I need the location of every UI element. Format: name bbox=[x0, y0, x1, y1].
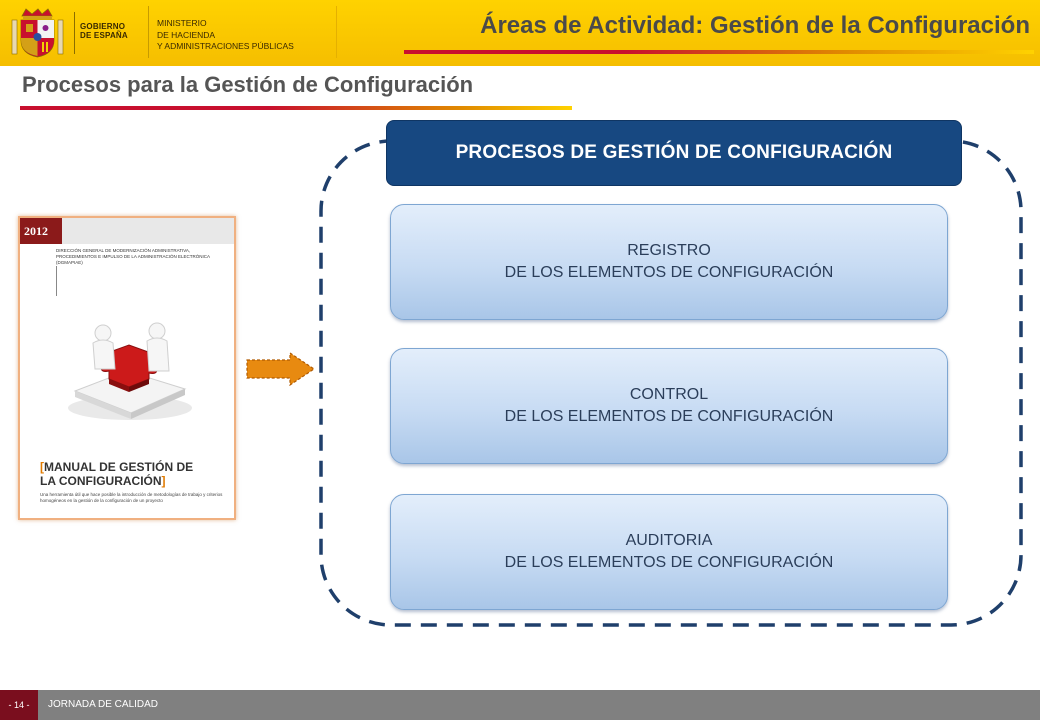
process-box-control bbox=[390, 348, 948, 464]
manual-subtitle: DIRECCIÓN GENERAL DE MODERNIZACIÓN ADMINISTRATIVA, PROCEDIMIENTOS E IMPULSO DE LA ADMINISTRACIÓN ELECTRÓNICA (DGMAPIAE) bbox=[56, 248, 210, 265]
section-title: Procesos para la Gestión de Configuración bbox=[22, 72, 474, 97]
section-underline bbox=[20, 106, 572, 110]
gobierno-label: GOBIERNO DE ESPAÑA bbox=[80, 22, 128, 40]
ministry-label: MINISTERIO DE HACIENDA Y ADMINISTRACIONES PÚBLICAS bbox=[157, 18, 294, 51]
page-number: - 14 - bbox=[0, 690, 38, 720]
arrow-right-icon bbox=[246, 352, 316, 386]
header-bar bbox=[0, 0, 1040, 66]
manual-band-logo bbox=[62, 218, 236, 244]
title-underline bbox=[404, 50, 1034, 54]
manual-divider bbox=[56, 266, 57, 296]
process-subtitle: DE LOS ELEMENTOS DE CONFIGURACIÓN bbox=[504, 554, 834, 571]
manual-year: 2012 bbox=[20, 218, 62, 244]
process-title: AUDITORIA bbox=[625, 532, 713, 549]
process-box-auditoria bbox=[390, 494, 948, 610]
process-title: REGISTRO bbox=[627, 242, 711, 259]
manual-title: [MANUAL DE GESTIÓN DE LA CONFIGURACIÓN] bbox=[40, 460, 194, 488]
puzzle-icon bbox=[65, 313, 195, 423]
manual-cover-image bbox=[18, 216, 236, 520]
process-subtitle: DE LOS ELEMENTOS DE CONFIGURACIÓN bbox=[504, 408, 834, 425]
process-box-registro bbox=[390, 204, 948, 320]
page-title: Áreas de Actividad: Gestión de la Configuración bbox=[480, 12, 1030, 39]
header-divider bbox=[148, 6, 149, 58]
footer-label: JORNADA DE CALIDAD bbox=[48, 699, 159, 710]
process-header: PROCESOS DE GESTIÓN DE CONFIGURACIÓN bbox=[386, 120, 962, 186]
manual-band bbox=[20, 218, 236, 244]
process-subtitle: DE LOS ELEMENTOS DE CONFIGURACIÓN bbox=[504, 264, 834, 281]
manual-description: Una herramienta útil que hace posible la introducción de metodologías de trabajo y criterios homogéneos en la gestión de la configuración de un proyecto bbox=[40, 492, 223, 503]
process-title: CONTROL bbox=[629, 386, 709, 403]
header-divider bbox=[336, 6, 337, 58]
